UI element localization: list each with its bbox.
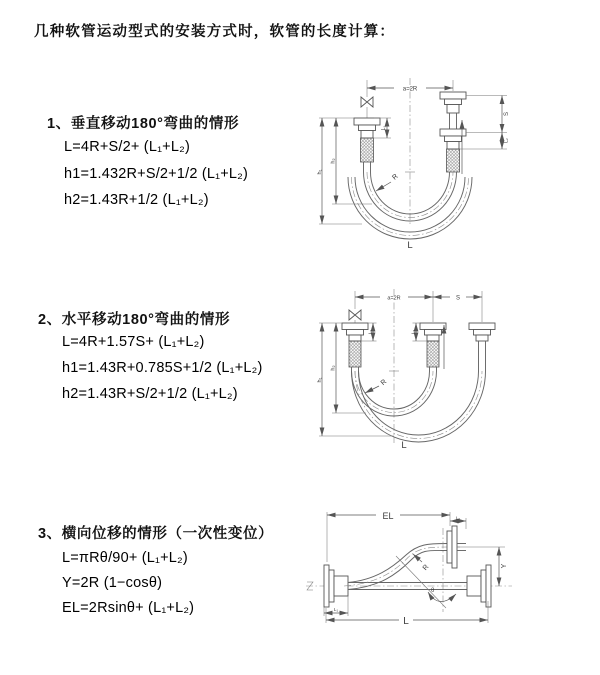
horizontal-bend-diagram xyxy=(308,283,593,461)
right-flange-fitting xyxy=(469,323,495,371)
section-3-formula-l: L=πRθ/90+ (L₁+L₂) xyxy=(62,550,188,566)
centerline xyxy=(389,289,399,443)
dim-el-label: EL xyxy=(382,511,394,521)
dim-l2-label: L₂ xyxy=(455,516,461,522)
section-2-formula-h1: h1=1.43R+0.785S+1/2 (L₁+L₂) xyxy=(62,360,263,376)
section-1-formula-h1: h1=1.432R+S/2+1/2 (L₁+L₂) xyxy=(64,166,249,182)
page-title: 几种软管运动型式的安装方式时，软管的长度计算： xyxy=(34,24,396,40)
dim-theta-label: θ xyxy=(431,588,435,594)
section-1-formula-h2: h2=1.43R+1/2 (L₁+L₂) xyxy=(64,192,209,208)
dim-h2-label: h₂ xyxy=(330,365,337,371)
dim-s-label: S xyxy=(455,295,461,302)
dim-h1-label: h₁ xyxy=(317,377,323,383)
dim-a-label: a=2R xyxy=(387,295,401,302)
dim-s-label: S xyxy=(504,111,510,117)
dim-r-label: R xyxy=(391,173,400,182)
dim-l-label: L xyxy=(407,240,413,251)
section-3-formula-el: EL=2Rsinθ+ (L₁+L₂) xyxy=(62,600,195,616)
radius-callout xyxy=(413,554,430,572)
centerline xyxy=(405,78,415,224)
right-flange-fitting xyxy=(467,565,491,607)
radius-callout xyxy=(365,378,388,393)
dim-h1-label: h₁ xyxy=(317,169,323,175)
section-3-heading: 3、横向位移的情形（一次性变位） xyxy=(38,526,274,542)
section-2-formula-h2: h2=1.43R+S/2+1/2 (L₁+L₂) xyxy=(62,386,238,402)
dim-y-label: Y xyxy=(501,563,508,569)
lateral-displacement-diagram xyxy=(300,498,600,656)
radius-callout xyxy=(376,173,400,191)
top-dimension xyxy=(355,291,482,322)
dim-l1-label: L₁ xyxy=(381,125,387,131)
dim-s-l2 xyxy=(460,96,511,150)
section-2-formula-l: L=4R+1.57S+ (L₁+L₂) xyxy=(62,334,205,350)
dim-l2-label: L₂ xyxy=(411,329,417,335)
dim-l1-label: L₁ xyxy=(333,608,339,613)
dim-l xyxy=(326,601,488,627)
valve-icon xyxy=(349,310,361,323)
dim-l1-label: L₁ xyxy=(368,329,374,335)
left-flange-fitting xyxy=(354,118,380,162)
dim-r-label: R xyxy=(379,378,389,387)
middle-flange-fitting xyxy=(420,323,446,367)
dim-l2-label: L₂ xyxy=(503,138,510,143)
dim-el xyxy=(327,511,450,562)
section-1-heading: 1、垂直移动180°弯曲的情形 xyxy=(47,116,240,132)
section-2-heading: 2、水平移动180°弯曲的情形 xyxy=(38,312,231,328)
section-1-formula-l: L=4R+S/2+ (L₁+L₂) xyxy=(64,139,190,155)
section-3-formula-y: Y=2R (1−cosθ) xyxy=(62,575,163,591)
hose-u-bends xyxy=(352,325,486,442)
dim-a-label: a=2R xyxy=(402,86,418,93)
dim-l-label: L xyxy=(401,440,407,451)
dim-h2-label: h₂ xyxy=(330,158,337,164)
valve-icon xyxy=(361,97,373,118)
vertical-bend-diagram xyxy=(310,72,588,267)
dim-l-label: L xyxy=(403,616,409,627)
dim-r-label: R xyxy=(421,563,431,572)
left-flange-fitting xyxy=(342,323,368,367)
